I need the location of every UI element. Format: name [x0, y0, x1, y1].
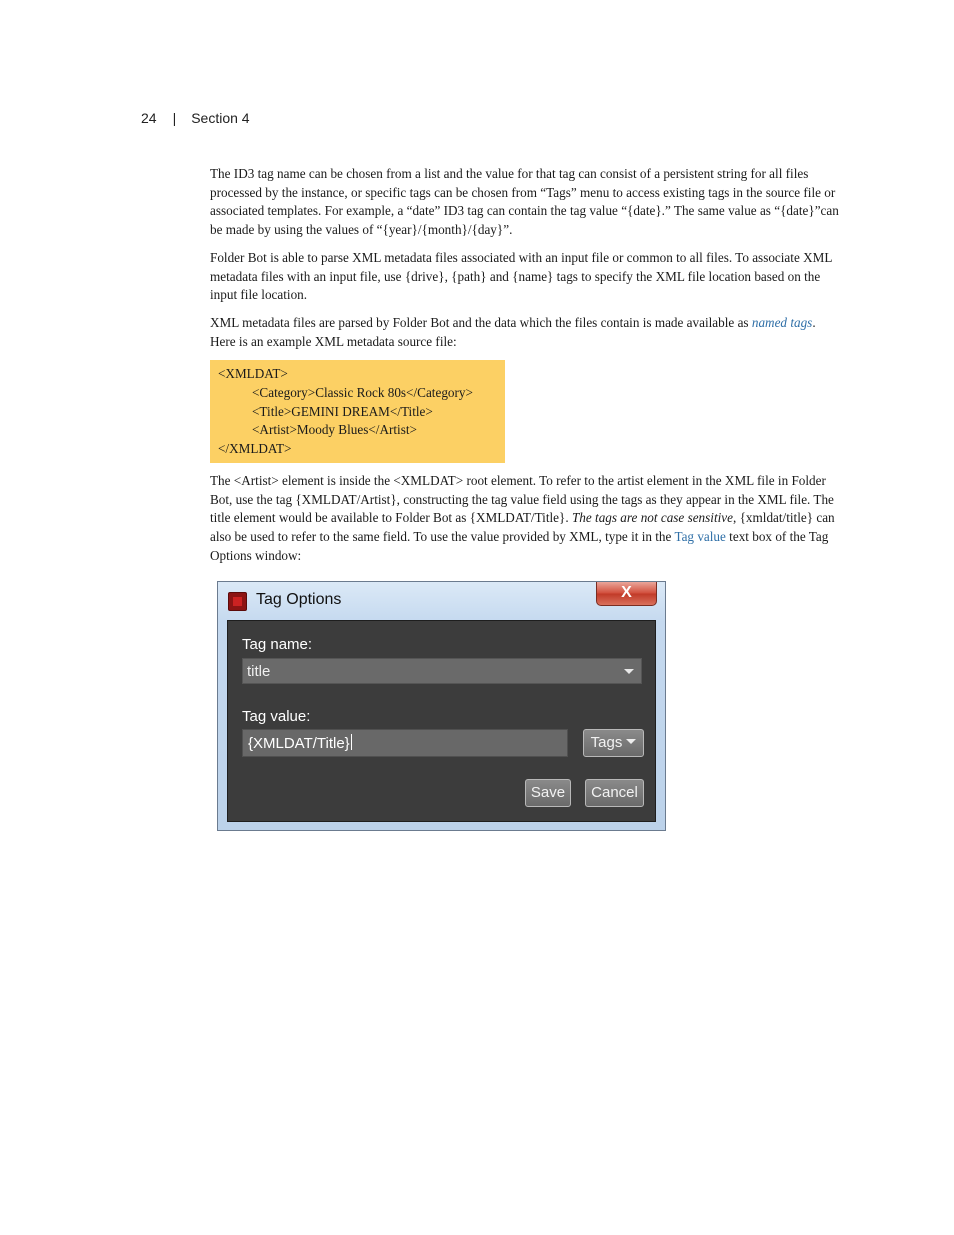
- code-line: <XMLDAT>: [218, 366, 288, 382]
- dropdown-arrow-icon: [626, 739, 636, 744]
- cancel-button[interactable]: Cancel: [585, 779, 644, 807]
- tag-value-link[interactable]: Tag value: [674, 528, 726, 544]
- paragraph-named-tags: XML metadata files are parsed by Folder Bot and the data which the files contain is made available as named tags. Here is an example XML metadata source file:: [210, 314, 816, 349]
- code-line: <Title>GEMINI DREAM</Title>: [252, 403, 433, 419]
- tags-menu-button[interactable]: Tags: [583, 729, 644, 757]
- tag-name-dropdown[interactable]: [242, 658, 642, 684]
- dialog-titlebar[interactable]: [218, 582, 665, 620]
- dialog-title: Tag Options: [256, 591, 342, 608]
- tag-name-label: Tag name:: [242, 636, 313, 653]
- page-number: 24: [141, 110, 157, 126]
- page-header: [141, 110, 250, 126]
- tag-value-label: Tag value:: [242, 708, 311, 725]
- header-separator: |: [172, 110, 177, 126]
- app-icon: [228, 592, 247, 611]
- code-line: <Artist>Moody Blues</Artist>: [252, 422, 417, 438]
- dialog-client-area: [227, 620, 656, 822]
- named-tags-link[interactable]: named tags: [751, 314, 813, 330]
- text-cursor: [351, 734, 352, 750]
- xml-example-code-block: [210, 360, 505, 463]
- paragraph-id3-tags: The ID3 tag name can be chosen from a list and the value for that tag can consist of a persistent string for all files processed by the instance, or specific tags can be chosen from “Tags” menu to access existing tags in the source file or associated templates. For example, a “date” ID3 tag can contain the tag value “{date}.” The same value as “{date}”can be made by using the values of “{year}/{month}/{day}”.: [210, 166, 839, 238]
- tag-value-input[interactable]: [242, 729, 568, 757]
- tag-name-value: title: [247, 663, 271, 680]
- tag-value-text: {XMLDAT/Title}: [248, 735, 350, 752]
- paragraph-artist-element: The <Artist> element is inside the <XMLDAT> root element. To refer to the artist element in the XML file in Folder Bot, use the tag {XMLDAT/Artist}, constructing the tag value field using the tags as they appear in the XML file. The title element would be available to Folder Bot as {XMLDAT/Title}. The tags are not case sensitive, {xmldat/title} can also be used to refer to the same field. To use the value provided by XML, type it in the Tag value text box of the Tag Options window:: [210, 472, 835, 563]
- paragraph-xml-parsing: Folder Bot is able to parse XML metadata files associated with an input file or common to all files. To associate XML metadata files with an input file, use {drive}, {path} and {name} tags to specify the XML file location based on the input file location.: [210, 249, 832, 303]
- chevron-down-icon: [624, 669, 634, 674]
- case-sensitivity-note: The tags are not case sensitive: [571, 510, 733, 526]
- section-title: Section 4: [191, 110, 250, 126]
- body-content: [210, 165, 842, 574]
- close-button[interactable]: X: [596, 582, 657, 606]
- code-line: <Category>Classic Rock 80s</Category>: [252, 385, 473, 401]
- code-line: </XMLDAT>: [218, 441, 292, 457]
- save-button[interactable]: Save: [525, 779, 571, 807]
- tag-options-dialog: [217, 581, 666, 831]
